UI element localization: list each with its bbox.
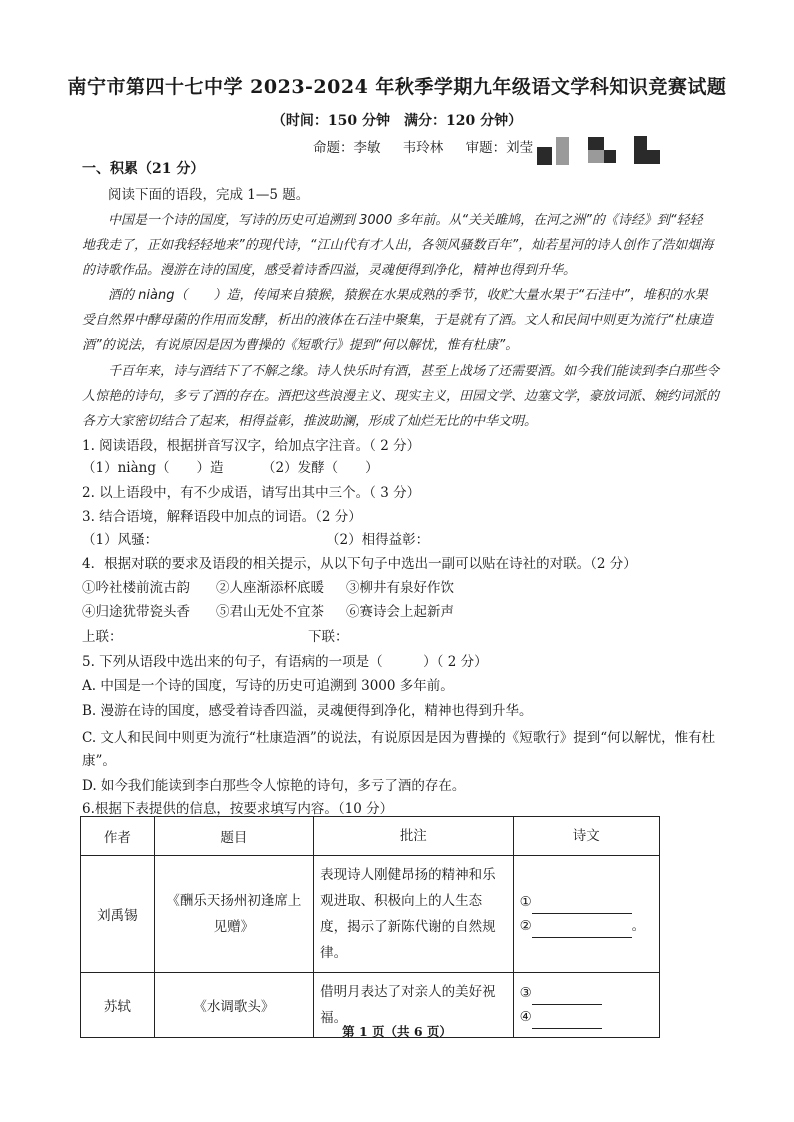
passage-line: 中国是一个诗的国度，写诗的历史可追溯到 3000 多年前。从“关关雎鸠，在河之洲”的《诗经》到“轻轻 [108,213,703,228]
question-6: 6.根据下表提供的信息，按要求填写内容。（10 分） [82,801,394,817]
section-heading: 一、积累（21 分） [82,161,205,177]
redaction-block [634,150,660,164]
couplet-option: ④归途犹带瓷头香 [82,604,190,620]
question-1b: （2）发酵（ ） [262,460,379,476]
passage-line: 各方大家密切结合了起来，相得益彰，推波助澜，形成了灿烂无比的中华文明。 [82,414,538,429]
redaction-block [556,137,569,165]
cell-title: 《酬乐天扬州初逢席上见赠》 [154,856,313,973]
question-3a: （1）风骚： [82,532,159,548]
passage-line: 酒的 niàng（ ）造，传闻来自猿猴，猿猴在水果成熟的季节，收贮大量水果于“石洼中”，堆积的水果 [108,288,708,303]
cell-author: 刘禹锡 [81,856,155,973]
redaction-block [604,150,616,163]
table-header-row [81,817,660,856]
couplet-option: ⑥赛诗会上起新声 [346,604,454,620]
passage-line: 千百年来，诗与酒结下了不解之缘。诗人快乐时有酒，甚至上战场了还需要酒。如今我们能读到李白那些令 [108,364,720,379]
question-3b: （2）相得益彰： [326,532,430,548]
poetry-table [80,816,660,1038]
question-1: 1. 阅读语段，根据拼音写汉字，给加点字注音。（ 2 分） [82,438,421,454]
couplet-option: ③柳井有泉好作饮 [346,580,454,596]
passage-line: 人惊艳的诗句，多亏了酒的存在。酒把这些浪漫主义、现实主义，田园文学、边塞文学，豪放词派、婉约词派的 [82,389,720,404]
redaction-block [588,137,604,150]
table-header: 题目 [154,817,313,856]
option-c: C. 文人和民间中则更为流行“杜康造酒”的说法，有说原因是因为曹操的《短歌行》提到“何以解忧，惟有杜 [82,730,716,746]
blank-marker: ① [519,894,532,910]
blank-marker: ④ [519,1009,532,1025]
section-intro: 阅读下面的语段，完成 1—5 题。 [108,187,310,203]
upper-couplet-label: 上联： [82,629,123,645]
cell-poem [513,856,659,973]
answer-blank[interactable] [532,899,632,914]
redaction-block [634,136,647,150]
question-2: 2. 以上语段中，有不少成语，请写出其中三个。（ 3 分） [82,485,421,501]
option-b: B. 漫游在诗的国度，感受着诗香四溢，灵魂便得到净化，精神也得到升华。 [82,703,533,719]
option-a: A. 中国是一个诗的国度，写诗的历史可追溯到 3000 多年前。 [82,678,454,694]
option-d: D. 如今我们能读到李白那些令人惊艳的诗句，多亏了酒的存在。 [82,778,466,794]
couplet-option: ②人座渐添杯底暖 [216,580,324,596]
question-5: 5. 下列从语段中选出来的句子，有语病的一项是（ ）（ 2 分） [82,654,488,670]
passage-line: 受自然界中酵母菌的作用而发酵，析出的液体在石洼中聚集，于是就有了酒。文人和民间中则更为流行“杜康造 [82,313,713,328]
proposer-2: 韦玲林 [402,140,444,156]
table-header: 诗文 [513,817,659,856]
option-c-cont: 康”。 [82,753,116,769]
passage-line: 地我走了，正如我轻轻地来”的现代诗，“江山代有才人出，各领风骚数百年”，灿若星河的诗人创作了浩如烟海 [82,238,714,253]
exam-authors [313,136,551,156]
exam-title: 南宁市第四十七中学 2023-2024 年秋季学期九年级语文学科知识竞赛试题 [67,76,727,98]
cell-author: 苏轼 [81,973,155,1038]
period-mark: 。 [631,918,646,934]
reviewer: 审题：刘莹 [465,140,534,156]
cell-title: 《水调歌头》 [154,973,313,1038]
couplet-option: ⑤君山无处不宜茶 [216,604,324,620]
page-number: 第 1 页（共 6 页） [342,1024,452,1039]
table-header: 作者 [81,817,155,856]
table-header: 批注 [314,817,513,856]
cell-note: 表现诗人刚健昂扬的精神和乐观进取、积极向上的人生态度，揭示了新陈代谢的自然规律。 [314,856,513,973]
blank-marker: ② [519,918,532,934]
redaction-block [588,150,604,163]
passage-line: 的诗歌作品。漫游在诗的国度，感受着诗香四溢，灵魂便得到净化，精神也得到升华。 [82,263,577,278]
answer-blank[interactable] [532,990,602,1005]
lower-couplet-label: 下联： [308,629,349,645]
question-4: 4．根据对联的要求及语段的相关提示，从以下句子中选出一副可以贴在诗社的对联。（2 分） [82,556,637,572]
question-1a: （1）niàng（ ）造 [82,460,224,476]
redaction-block [537,147,552,165]
blank-marker: ③ [519,985,532,1001]
answer-blank[interactable] [532,923,632,938]
exam-time-info: （时间：150 分钟 满分：120 分钟） [271,113,523,129]
question-3: 3. 结合语境，解释语段中加点的词语。（2 分） [82,509,362,525]
couplet-option: ①吟社楼前流古韵 [82,580,190,596]
table-row [81,856,660,973]
proposer: 命题：李敏 [313,140,381,156]
passage-line: 酒”的说法，有说原因是因为曹操的《短歌行》提到“何以解忧，惟有杜康”。 [82,338,519,353]
cell-note: 借明月表达了对亲人的美好祝福。 [314,973,513,1038]
